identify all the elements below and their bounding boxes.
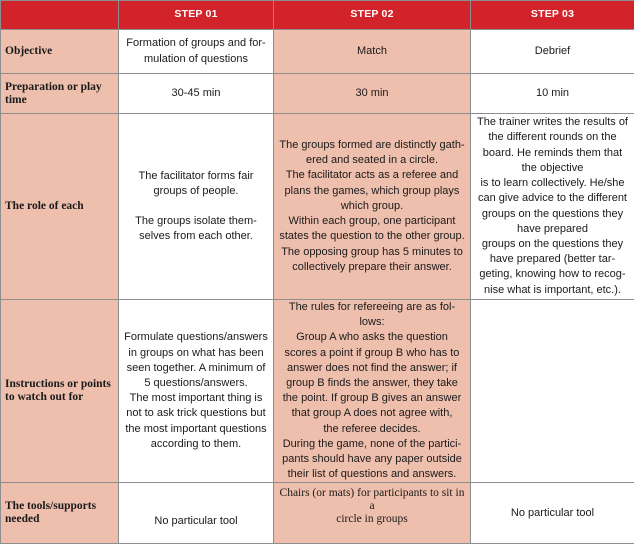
cell-text-line: scores a point if group B who has to bbox=[278, 346, 466, 361]
cell-objective-step-03 bbox=[471, 30, 634, 74]
cell-text-line: mulation of questions bbox=[123, 52, 269, 67]
cell-text-line: No particular tool bbox=[475, 506, 630, 521]
cell-text-line: group B finds the answer, they take bbox=[278, 376, 466, 391]
cell-text-line: During the game, none of the partici- bbox=[278, 437, 466, 452]
cell-text-line: Formation of groups and for- bbox=[123, 36, 269, 51]
cell-text-line: plans the games, which group plays bbox=[278, 184, 466, 199]
cell-objective-step-02 bbox=[274, 30, 471, 74]
cell-text-line bbox=[123, 200, 269, 214]
cell-text-line: The trainer writes the results of bbox=[475, 115, 630, 130]
cell-text-line: 5 questions/answers. bbox=[123, 376, 269, 391]
cell-text-line: seen together. A minimum of bbox=[123, 361, 269, 376]
header-corner bbox=[1, 1, 119, 30]
cell-tools-step-01 bbox=[119, 483, 274, 544]
cell-text-line: The groups formed are distinctly gath- bbox=[278, 138, 466, 153]
row-label-tools-supports: The tools/supports needed bbox=[1, 483, 119, 544]
row-label-role-of-each: The role of each bbox=[1, 114, 119, 300]
cell-text-line: geting, knowing how to recog- bbox=[475, 267, 630, 282]
row-instructions bbox=[1, 300, 634, 483]
cell-text-line: in groups on what has been bbox=[123, 346, 269, 361]
cell-text-line: board. He reminds them that bbox=[475, 146, 630, 161]
cell-text-line: circle in groups bbox=[278, 513, 466, 526]
cell-text-line: lows: bbox=[278, 315, 466, 330]
cell-time-step-01 bbox=[119, 74, 274, 114]
cell-time-step-03 bbox=[471, 74, 634, 114]
cell-text-line: groups of people. bbox=[123, 184, 269, 199]
cell-text-line: that group A does not agree with, bbox=[278, 406, 466, 421]
header-step-02: STEP 02 bbox=[274, 1, 471, 30]
cell-text-line: is to learn collectively. He/she bbox=[475, 176, 630, 191]
cell-text-line: Match bbox=[278, 44, 466, 59]
cell-text-line: the most important questions bbox=[123, 422, 269, 437]
cell-text-line: No particular tool bbox=[123, 514, 269, 529]
cell-text-line: Group A who asks the question bbox=[278, 330, 466, 345]
cell-instructions-step-02 bbox=[274, 300, 471, 483]
cell-objective-step-01 bbox=[119, 30, 274, 74]
cell-text-line: nise what is important, etc.). bbox=[475, 283, 630, 298]
cell-text-line: 30-45 min bbox=[123, 86, 269, 101]
cell-text-line: groups on the questions they bbox=[475, 237, 630, 252]
cell-text-line: The facilitator acts as a referee and bbox=[278, 168, 466, 183]
cell-text-line: the point. If group B gives an answer bbox=[278, 391, 466, 406]
cell-time-step-02 bbox=[274, 74, 471, 114]
cell-text-line: 10 min bbox=[475, 86, 630, 101]
cell-text-line: The rules for refereeing are as fol- bbox=[278, 300, 466, 315]
header-step-03: STEP 03 bbox=[471, 1, 634, 30]
cell-text-line: Within each group, one participant bbox=[278, 214, 466, 229]
cell-text-line: which group. bbox=[278, 199, 466, 214]
row-preparation-time bbox=[1, 74, 634, 114]
cell-text-line: collectively prepare their answer. bbox=[278, 260, 466, 275]
cell-text-line: their list of questions and answers. bbox=[278, 467, 466, 482]
cell-text-line: the referee decides. bbox=[278, 422, 466, 437]
cell-text-line: ered and seated in a circle. bbox=[278, 153, 466, 168]
cell-tools-step-03 bbox=[471, 483, 634, 544]
cell-text-line: Chairs (or mats) for participants to sit in a bbox=[278, 487, 466, 513]
row-label-objective: Objective bbox=[1, 30, 119, 74]
row-tools-supports bbox=[1, 483, 634, 544]
cell-text-line: The facilitator forms fair bbox=[123, 169, 269, 184]
cell-text-line: The most important thing is bbox=[123, 391, 269, 406]
cell-text-line: the objective bbox=[475, 161, 630, 176]
cell-text-line: The opposing group has 5 minutes to bbox=[278, 245, 466, 260]
cell-text-line: groups on the questions they bbox=[475, 207, 630, 222]
cell-text-line: can give advice to the different bbox=[475, 191, 630, 206]
cell-text-line: selves from each other. bbox=[123, 229, 269, 244]
cell-text-line: Formulate questions/answers bbox=[123, 330, 269, 345]
cell-text-line: have prepared (better tar- bbox=[475, 252, 630, 267]
cell-instructions-step-03 bbox=[471, 300, 634, 483]
cell-text-line: 30 min bbox=[278, 86, 466, 101]
row-role-of-each bbox=[1, 114, 634, 300]
row-label-instructions: Instructions or points to watch out for bbox=[1, 300, 119, 483]
cell-text-line: pants should have any paper outside bbox=[278, 452, 466, 467]
cell-text-line: have prepared bbox=[475, 222, 630, 237]
row-objective bbox=[1, 30, 634, 74]
header-step-01: STEP 01 bbox=[119, 1, 274, 30]
cell-role-step-03 bbox=[471, 114, 634, 300]
cell-tools-step-02 bbox=[274, 483, 471, 544]
cell-text-line: not to ask trick questions but bbox=[123, 406, 269, 421]
header-row bbox=[1, 1, 634, 30]
cell-text-line: states the question to the other group. bbox=[278, 229, 466, 244]
cell-text-line: The groups isolate them- bbox=[123, 214, 269, 229]
cell-text-line: according to them. bbox=[123, 437, 269, 452]
cell-role-step-02 bbox=[274, 114, 471, 300]
cell-instructions-step-01 bbox=[119, 300, 274, 483]
cell-role-step-01 bbox=[119, 114, 274, 300]
cell-text-line: the different rounds on the bbox=[475, 130, 630, 145]
cell-text-line: Debrief bbox=[475, 44, 630, 59]
cell-text-line: answer does not find the answer; if bbox=[278, 361, 466, 376]
row-label-preparation-time: Preparation or play time bbox=[1, 74, 119, 114]
